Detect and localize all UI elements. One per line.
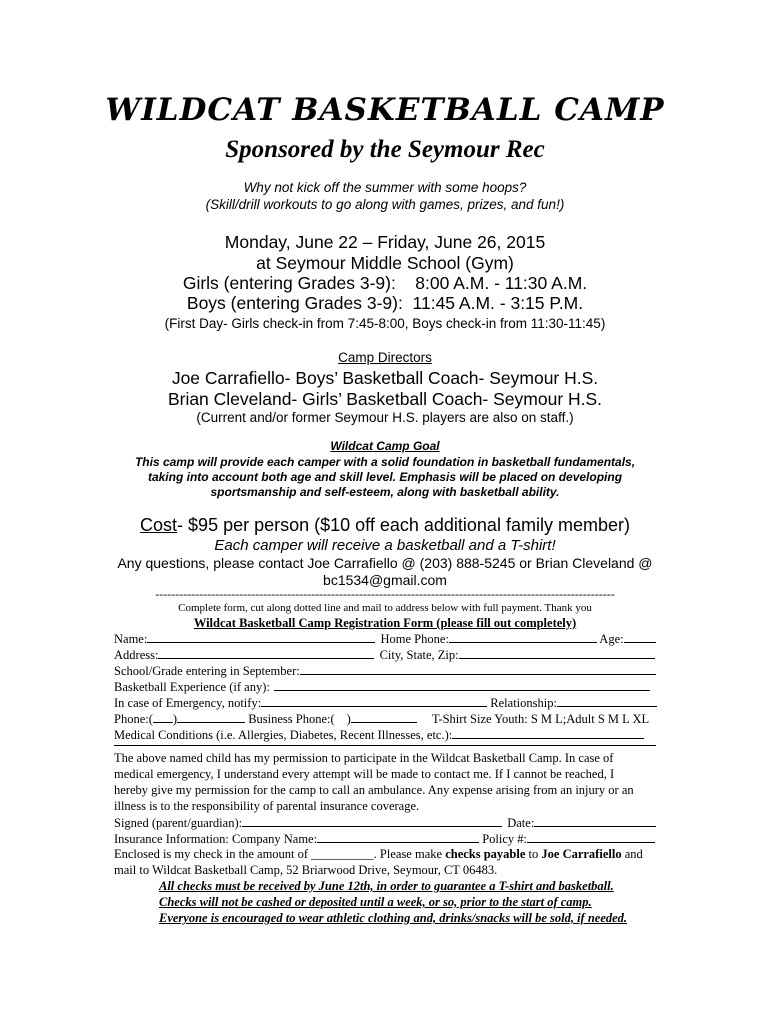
note-deadline: All checks must be received by June 12th, in order to guarantee a T-shirt and basketball.: [159, 879, 614, 893]
schedule-boys: Boys (entering Grades 3-9): 11:45 A.M. - 3:15 P.M.: [186, 293, 584, 313]
date-field[interactable]: [534, 815, 656, 827]
permission-line-4: illness is to the responsibility of parental insurance coverage.: [114, 799, 420, 813]
insurance-company-field[interactable]: [317, 831, 479, 843]
directors-heading: Camp Directors: [338, 350, 432, 365]
cost-gift: Each camper will receive a basketball and a T-shirt!: [214, 537, 556, 554]
goal-heading: Wildcat Camp Goal: [330, 439, 440, 453]
intro-line-2: (Skill/drill workouts to go along with games, prizes, and fun!): [205, 197, 565, 212]
experience-field[interactable]: [274, 679, 650, 691]
cost-label: Cost: [140, 515, 178, 535]
date-label: Date:: [507, 816, 535, 830]
check-post: and: [621, 847, 643, 861]
permission-line-3: hereby give my permission for the camp to call an ambulance. Any expense arising from an injury or an: [114, 783, 634, 797]
business-close: ): [346, 712, 351, 726]
registration-form: [114, 631, 664, 931]
schedule-girls: Girls (entering Grades 3-9): 8:00 A.M. - 11:30 A.M.: [182, 273, 588, 293]
cost-line: [0, 515, 770, 536]
address-label: Address:: [114, 648, 159, 662]
emergency-label: In case of Emergency, notify:: [114, 696, 262, 710]
check-payee: Joe Carrafiello: [541, 847, 622, 861]
form-row-insurance: [114, 831, 655, 847]
signed-field[interactable]: [242, 815, 502, 827]
home-phone-label: Home Phone:: [380, 632, 449, 646]
form-row-signed: [114, 815, 656, 831]
form-row-school: [114, 663, 656, 679]
schedule-dates: Monday, June 22 – Friday, June 26, 2015: [224, 232, 546, 252]
form-row-emergency: [114, 695, 657, 711]
address-field[interactable]: [158, 647, 374, 659]
form-row-check: [114, 847, 643, 862]
phone-area-field[interactable]: [153, 711, 173, 723]
experience-label: Basketball Experience (if any):: [114, 680, 270, 694]
form-row-address: [114, 647, 655, 663]
relationship-label: Relationship:: [490, 696, 557, 710]
schedule-checkin: (First Day- Girls check-in from 7:45-8:00, Boys check-in from 11:30-11:45): [164, 316, 606, 331]
business-phone-field[interactable]: [351, 711, 417, 723]
check-pre: Enclosed is my check in the amount of __________. Please make: [114, 847, 446, 861]
goal-line-3: sportsmanship and self-esteem, along with basketball ability.: [210, 485, 560, 499]
page-title: WILDCAT BASKETBALL CAMP: [105, 92, 665, 128]
check-payable: checks payable: [445, 847, 526, 861]
form-row-phone: [114, 711, 649, 727]
intro-line-1: Why not kick off the summer with some hoops?: [243, 180, 527, 195]
relationship-field[interactable]: [557, 695, 657, 707]
note-clothing: Everyone is encouraged to wear athletic clothing and, drinks/snacks will be sold, if needed.: [159, 911, 628, 925]
medical-field-2[interactable]: [114, 737, 656, 746]
policy-label: Policy #:: [482, 832, 527, 846]
insurance-label: Insurance Information: Company Name:: [114, 832, 318, 846]
medical-label: Medical Conditions (i.e. Allergies, Diabetes, Recent Illnesses, etc.):: [114, 728, 453, 742]
contact-line-1: Any questions, please contact Joe Carrafiello @ (203) 888-5245 or Brian Cleveland @: [117, 555, 653, 571]
form-row-name: [114, 631, 656, 647]
director-2: Brian Cleveland- Girls’ Basketball Coach- Seymour H.S.: [167, 389, 603, 409]
age-field[interactable]: [624, 631, 656, 643]
staff-note: (Current and/or former Seymour H.S. players are also on staff.): [196, 410, 574, 425]
goal-line-2: taking into account both age and skill level. Emphasis will be placed on developing: [147, 470, 623, 484]
city-label: City, State, Zip:: [379, 648, 459, 662]
page-subtitle: Sponsored by the Seymour Rec: [225, 136, 545, 163]
check-mid: to: [525, 847, 542, 861]
tshirt-label[interactable]: T-Shirt Size Youth: S M L;Adult S M L XL: [431, 712, 650, 726]
goal-line-1: This camp will provide each camper with a solid foundation in basketball fundamentals,: [134, 455, 636, 469]
cost-text: - $95 per person ($10 off each additional family member): [177, 515, 630, 535]
form-heading: Wildcat Basketball Camp Registration Form (please fill out completely): [193, 616, 577, 630]
school-field[interactable]: [300, 663, 656, 675]
city-field[interactable]: [459, 647, 655, 659]
home-phone-field[interactable]: [449, 631, 597, 643]
phone-close: ): [172, 712, 178, 726]
cut-divider: -------------------------------------------------------------------------------------------------------------------: [155, 587, 615, 601]
form-instructions: Complete form, cut along dotted line and mail to address below with full payment. Thank you: [178, 602, 592, 614]
phone-field[interactable]: [177, 711, 245, 723]
policy-field[interactable]: [527, 831, 655, 843]
schedule-location: at Seymour Middle School (Gym): [256, 253, 514, 273]
signed-label: Signed (parent/guardian):: [114, 816, 243, 830]
contact-line-2: bc1534@gmail.com: [323, 572, 447, 588]
note-cashing: Checks will not be cashed or deposited until a week, or so, prior to the start of camp.: [159, 895, 592, 909]
age-label: Age:: [599, 632, 624, 646]
mail-line: mail to Wildcat Basketball Camp, 52 Briarwood Drive, Seymour, CT 06483.: [114, 863, 498, 877]
permission-line-1: The above named child has my permission to participate in the Wildcat Basketball Camp. In case of: [114, 751, 614, 765]
phone-label: Phone:(: [114, 712, 153, 726]
form-row-experience: [114, 679, 650, 695]
name-field[interactable]: [147, 631, 375, 643]
emergency-field[interactable]: [261, 695, 487, 707]
school-label: School/Grade entering in September:: [114, 664, 300, 678]
permission-line-2: medical emergency, I understand every attempt will be made to contact me. If I cannot be reached, I: [114, 767, 615, 781]
business-phone-label: Business Phone:(: [248, 712, 335, 726]
director-1: Joe Carrafiello- Boys’ Basketball Coach- Seymour H.S.: [171, 368, 599, 388]
name-label: Name:: [114, 632, 148, 646]
